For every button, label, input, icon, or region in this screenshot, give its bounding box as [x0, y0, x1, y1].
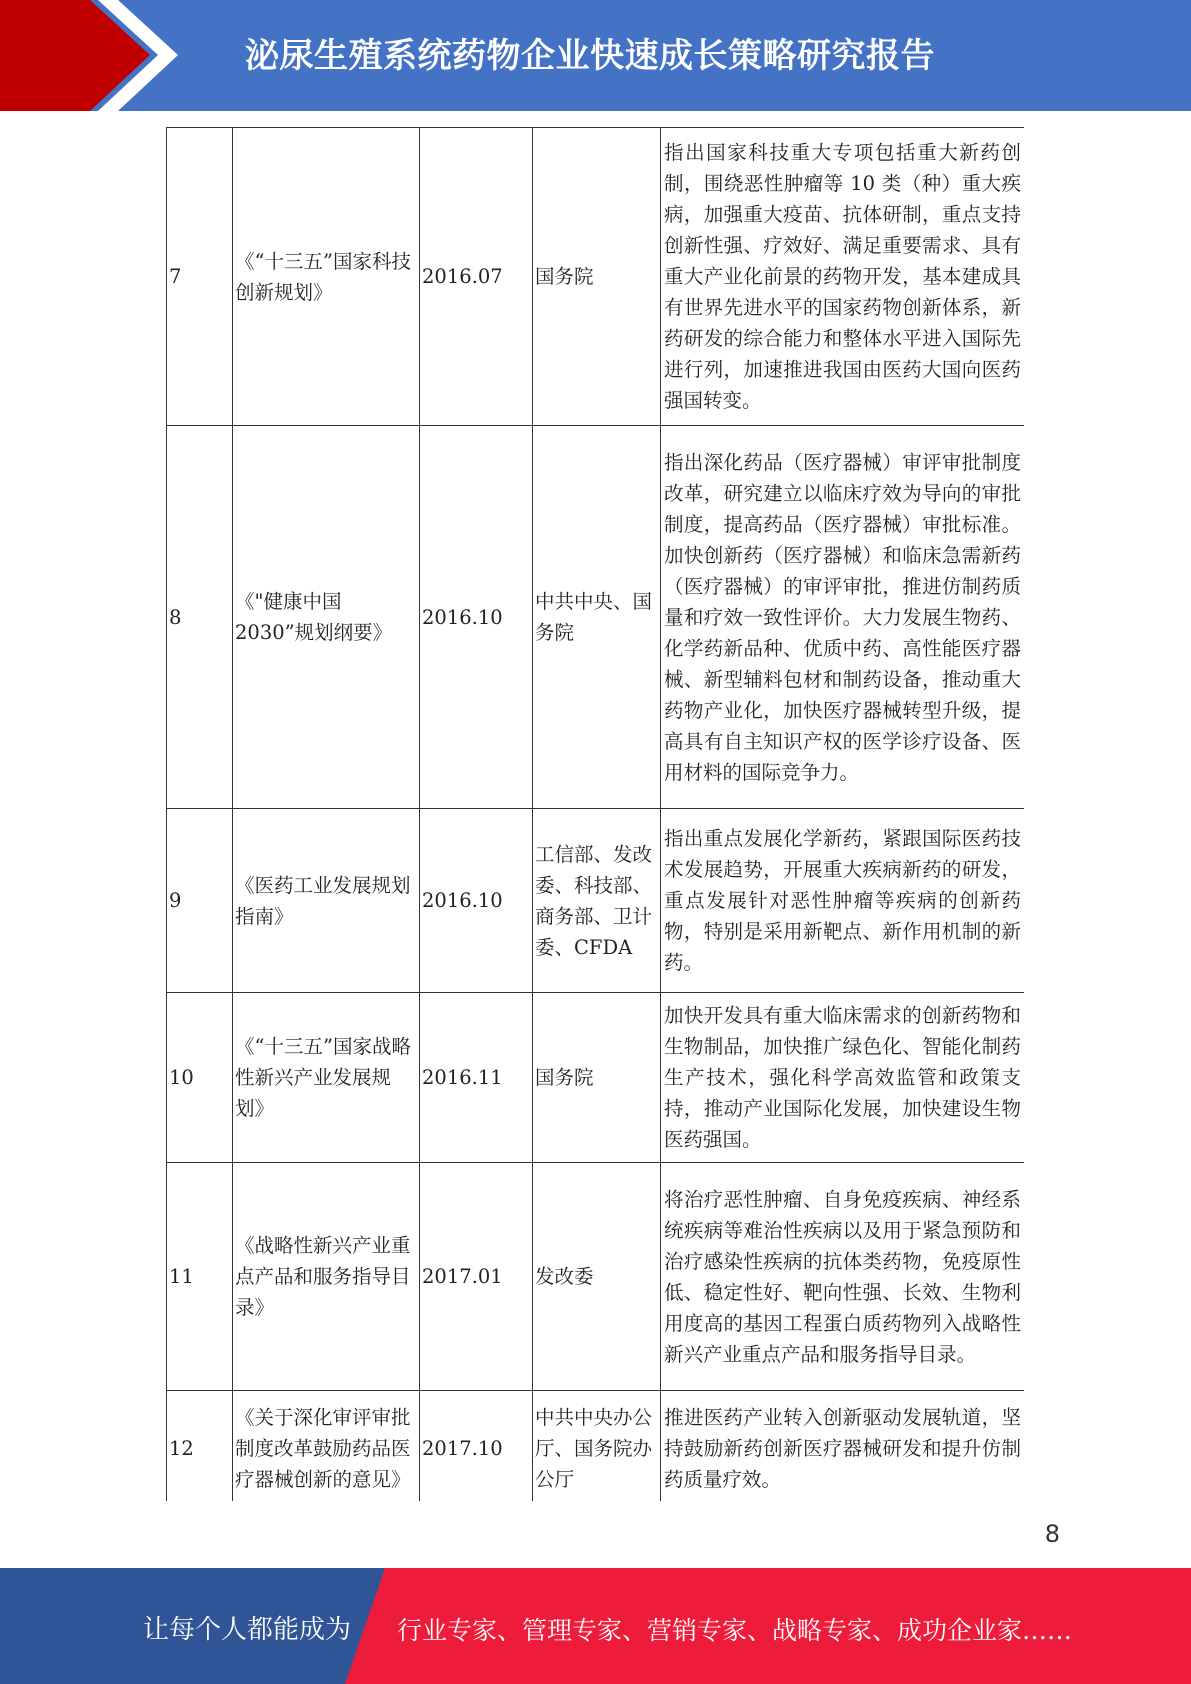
- cell-name: 《“十三五”国家科技创新规划》: [233, 128, 420, 426]
- cell-no: 11: [167, 1163, 233, 1391]
- cell-no: 10: [167, 993, 233, 1163]
- cell-name: 《战略性新兴产业重点产品和服务指导目录》: [233, 1163, 420, 1391]
- cell-issuer: 发改委: [533, 1163, 661, 1391]
- policy-table: [166, 127, 1024, 1501]
- cell-desc: 加快开发具有重大临床需求的创新药物和生物制品，加快推广绿色化、智能化制药生产技术，强化科学高效监管和政策支持，推动产业国际化发展，加快建设生物医药强国。: [661, 993, 1025, 1163]
- cell-issuer: 国务院: [533, 993, 661, 1163]
- cell-desc: 将治疗恶性肿瘤、自身免疫疾病、神经系统疾病等难治性疾病以及用于紧急预防和治疗感染性疾病的抗体类药物，免疫原性低、稳定性好、靶向性强、长效、生物利用度高的基因工程蛋白质药物列入战略性新兴产业重点产品和服务指导目录。: [661, 1163, 1025, 1391]
- footer-slogan-left: 让每个人都能成为: [143, 1615, 352, 1645]
- header-banner: [0, 0, 1191, 111]
- cell-desc: 指出重点发展化学新药，紧跟国际医药技术发展趋势，开展重大疾病新药的研发，重点发展针对恶性肿瘤等疾病的创新药物，特别是采用新靶点、新作用机制的新药。: [661, 809, 1025, 993]
- cell-issuer: 中共中央办公厅、国务院办公厅: [533, 1391, 661, 1502]
- cell-name: 《“十三五”国家战略性新兴产业发展规划》: [233, 993, 420, 1163]
- footer-slogan-right: 行业专家、管理专家、营销专家、战略专家、成功企业家……: [397, 1616, 1073, 1645]
- cell-date: 2016.10: [420, 426, 533, 809]
- cell-desc: 指出深化药品（医疗器械）审评审批制度改革，研究建立以临床疗效为导向的审批制度，提高药品（医疗器械）审批标准。加快创新药（医疗器械）和临床急需新药（医疗器械）的审评审批，推进仿制药质量和疗效一致性评价。大力发展生物药、化学药新品种、优质中药、高性能医疗器械、新型辅料包材和制药设备，推动重大药物产业化，加快医疗器械转型升级，提高具有自主知识产权的医学诊疗设备、医用材料的国际竞争力。: [661, 426, 1025, 809]
- cell-name: 《关于深化审评审批制度改革鼓励药品医疗器械创新的意见》: [233, 1391, 420, 1502]
- cell-no: 8: [167, 426, 233, 809]
- cell-date: 2016.11: [420, 993, 533, 1163]
- report-title: 泌尿生殖系统药物企业快速成长策略研究报告: [245, 36, 935, 76]
- cell-issuer: 工信部、发改委、科技部、商务部、卫计委、CFDA: [533, 809, 661, 993]
- table-row: [167, 1163, 1025, 1391]
- cell-issuer: 中共中央、国务院: [533, 426, 661, 809]
- cell-name: 《"健康中国 2030”规划纲要》: [233, 426, 420, 809]
- table-row: [167, 128, 1025, 426]
- cell-date: 2016.07: [420, 128, 533, 426]
- cell-no: 7: [167, 128, 233, 426]
- cell-desc: 指出国家科技重大专项包括重大新药创制，围绕恶性肿瘤等 10 类（种）重大疾病，加强重大疫苗、抗体研制，重点支持创新性强、疗效好、满足重要需求、具有重大产业化前景的药物开发，基本建成具有世界先进水平的国家药物创新体系，新药研发的综合能力和整体水平进入国际先进行列，加速推进我国由医药大国向医药强国转变。: [661, 128, 1025, 426]
- table-row: [167, 1391, 1025, 1502]
- cell-date: 2017.10: [420, 1391, 533, 1502]
- table-row: [167, 426, 1025, 809]
- table-row: [167, 993, 1025, 1163]
- cell-name: 《医药工业发展规划指南》: [233, 809, 420, 993]
- policy-table-container: [166, 127, 1024, 1501]
- cell-date: 2016.10: [420, 809, 533, 993]
- cell-no: 12: [167, 1391, 233, 1502]
- cell-date: 2017.01: [420, 1163, 533, 1391]
- cell-issuer: 国务院: [533, 128, 661, 426]
- cell-no: 9: [167, 809, 233, 993]
- table-row: [167, 809, 1025, 993]
- page-number: 8: [1044, 1520, 1060, 1548]
- cell-desc: 推进医药产业转入创新驱动发展轨道，坚持鼓励新药创新医疗器械研发和提升仿制药质量疗效。: [661, 1391, 1025, 1502]
- footer-banner: [0, 1568, 1191, 1684]
